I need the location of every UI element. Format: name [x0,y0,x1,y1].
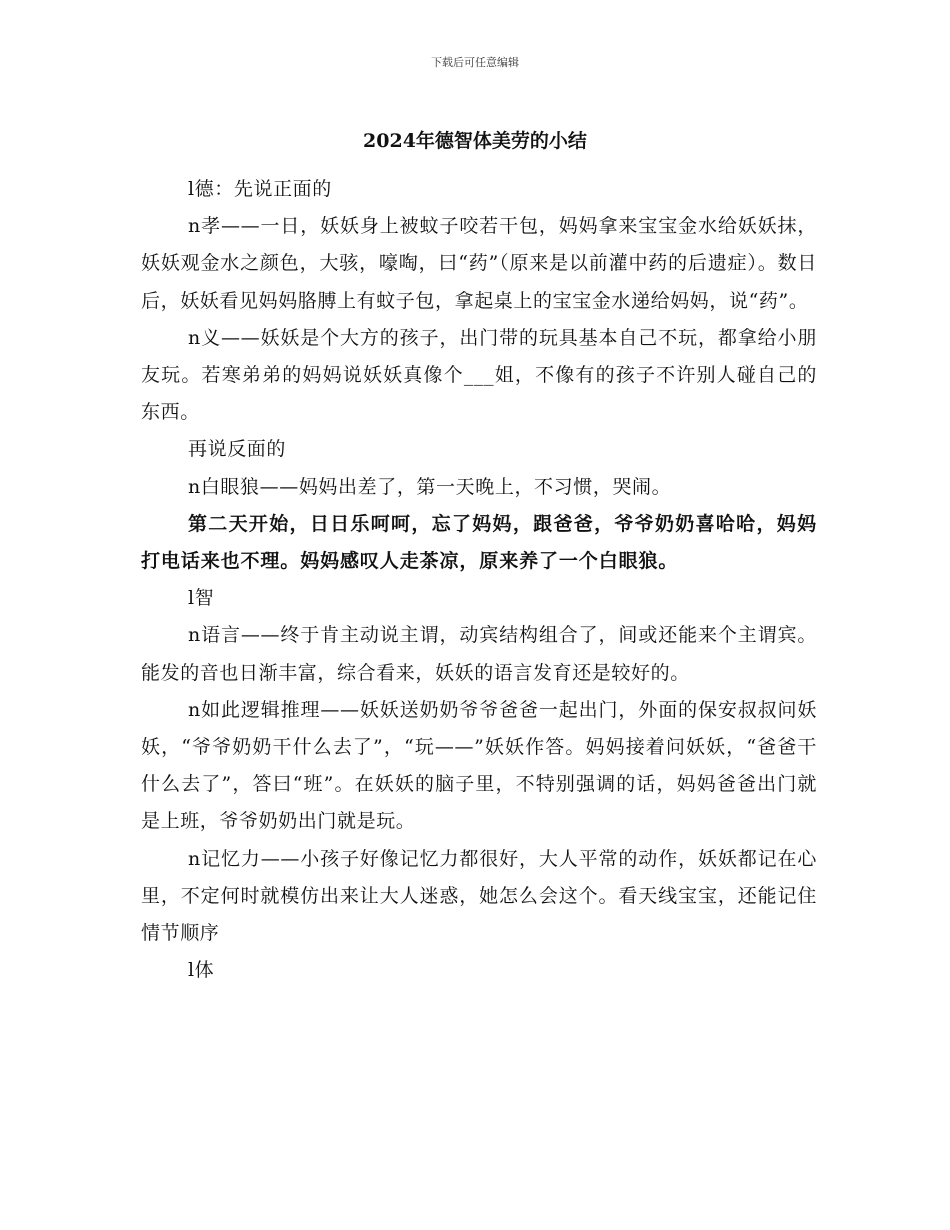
paragraph-filial-piety: n孝——一日，妖妖身上被蚊子咬若干包，妈妈拿来宝宝金水给妖妖抹，妖妖观金水之颜色，大骇，嚎啕，曰“药”（原来是以前灌中药的后遗症）。数日后，妖妖看见妈妈胳膊上有蚊子包，拿起桌上的宝宝金水递给妈妈，说“药”。 [141,215,817,312]
paragraph-ingrate-bold: 第二天开始，日日乐呵呵，忘了妈妈，跟爸爸，爷爷奶奶喜哈哈，妈妈打电话来也不理。妈妈感叹人走茶凉，原来养了一个白眼狼。 [141,512,817,573]
paragraph-righteousness: n义——妖妖是个大方的孩子，出门带的玩具基本自己不玩，都拿给小朋友玩。若寒弟弟的妈妈说妖妖真像个___姐，不像有的孩子不许别人碰自己的东西。 [141,326,817,424]
paragraph-logic: n如此逻辑推理——妖妖送奶奶爷爷爸爸一起出门，外面的保安叔叔问妖妖，“爷爷奶奶干什么去了”，“玩——”妖妖作答。妈妈接着问妖妖，“爸爸干什么去了”，答曰“班”。在妖妖的脑子里，不特别强调的话，妈妈爸爸出门就是上班，爷爷奶奶出门就是玩。 [141,698,817,833]
paragraph-negative-intro: 再说反面的 [188,438,287,461]
paragraph-language: n语言——终于肯主动说主谓，动宾结构组合了，间或还能来个主谓宾。能发的音也日渐丰富，综合看来，妖妖的语言发育还是较好的。 [141,624,817,684]
document-body [141,171,817,989]
paragraph-memory: n记忆力——小孩子好像记忆力都很好，大人平常的动作，妖妖都记在心里，不定何时就模仿出来让大人迷惑，她怎么会这个。看天线宝宝，还能记住情节顺序 [141,847,817,945]
page-header-note: 下载后可任意编辑 [431,56,519,69]
section-heading-virtue: l德：先说正面的 [188,178,332,200]
paragraph-ingrate: n白眼狼——妈妈出差了，第一天晚上，不习惯，哭闹。 [188,475,672,498]
section-heading-intellect: l智 [188,587,215,610]
document-title: 2024年德智体美劳的小结 [363,130,587,152]
section-heading-physical: l体 [188,959,215,982]
